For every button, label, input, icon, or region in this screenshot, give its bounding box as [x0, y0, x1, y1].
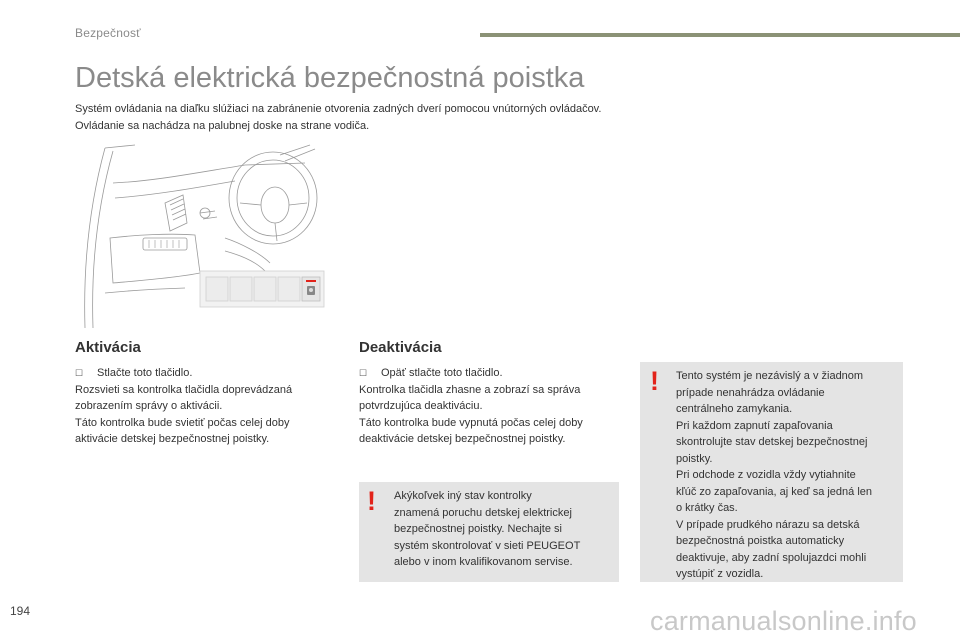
deactivation-bullet: [359, 365, 629, 382]
note-line: o krátky čas.: [676, 502, 738, 514]
note-line: kľúč zo zapaľovania, aj keď sa jedná len: [676, 485, 873, 498]
note-line: centrálneho zamykania.: [676, 403, 793, 415]
page-number: 194: [10, 604, 31, 618]
note-line: alebo v inom kvalifikovanom servise.: [394, 556, 573, 568]
deactivation-body: [359, 365, 629, 448]
activation-line: Táto kontrolka bude svietiť počas celej doby: [75, 416, 290, 429]
deactivation-section: [359, 339, 629, 448]
note-line: Pri každom zapnutí zapaľovania: [676, 419, 833, 432]
deactivation-bullet-text: Opäť stlačte toto tlačidlo.: [381, 367, 503, 379]
activation-line: aktivácie detskej bezpečnostnej poistky.: [75, 433, 270, 445]
deactivation-line: Kontrolka tlačidla zhasne a zobrazí sa správa: [359, 383, 581, 396]
header-rule: [480, 33, 960, 37]
note-line: skontrolujte stav detskej bezpečnostnej: [676, 436, 868, 448]
deactivation-line: potvrdzujúca deaktiváciu.: [359, 400, 483, 412]
dashboard-illustration: [75, 143, 340, 330]
intro-line: Ovládanie sa nachádza na palubnej doske na strane vodiča.: [75, 120, 370, 132]
note-line: Tento systém je nezávislý a v žiadnom: [676, 370, 864, 382]
page-title: Detská elektrická bezpečnostná poistka: [75, 62, 585, 94]
note-line: bezpečnostnej poistky. Nechajte si: [394, 523, 562, 535]
activation-body: [75, 365, 345, 448]
note-line: deaktivuje, aby zadní spolujazdci mohli: [676, 551, 867, 564]
warning-icon: !: [367, 486, 376, 516]
note-line: Akýkoľvek iný stav kontrolky: [394, 490, 532, 502]
note-line: prípade nenahrádza ovládanie: [676, 386, 825, 399]
note-line: znamená poruchu detskej elektrickej: [394, 506, 572, 519]
activation-section: [75, 339, 345, 448]
deactivation-line: Táto kontrolka bude vypnutá počas celej doby: [359, 416, 583, 429]
activation-line: Rozsvieti sa kontrolka tlačidla doprevádzaná: [75, 383, 293, 396]
warning-note-middle-text: [394, 488, 616, 571]
intro-line: Systém ovládania na diaľku slúžiaci na zabránenie otvorenia zadných dverí pomocou vnútorných ovládačov.: [75, 103, 602, 115]
deactivation-line: deaktivácie detskej bezpečnostnej poistky.: [359, 433, 566, 445]
note-line: Pri odchode z vozidla vždy vytiahnite: [676, 469, 856, 481]
note-line: bezpečnostná poistka automaticky: [676, 535, 845, 547]
bullet-icon: ☐: [75, 368, 84, 378]
deactivation-heading: Deaktivácia: [359, 339, 442, 356]
activation-line: zobrazením správy o aktivácii.: [75, 400, 223, 412]
note-line: V prípade prudkého nárazu sa detská: [676, 518, 860, 531]
activation-bullet: [75, 365, 345, 382]
activation-heading: Aktivácia: [75, 339, 141, 356]
section-label: Bezpečnosť: [75, 26, 141, 40]
note-line: vystúpiť z vozidla.: [676, 568, 764, 580]
warning-icon: !: [650, 366, 659, 396]
warning-note-right: [640, 362, 903, 582]
note-line: systém skontrolovať v sieti PEUGEOT: [394, 539, 581, 552]
intro-text: [75, 101, 895, 135]
warning-note-middle: [359, 482, 619, 582]
warning-note-right-text: [676, 368, 902, 583]
activation-bullet-text: Stlačte toto tlačidlo.: [97, 367, 193, 379]
note-line: poistky.: [676, 452, 713, 465]
watermark: carmanualsonline.info: [650, 606, 917, 636]
bullet-icon: ☐: [359, 368, 368, 378]
